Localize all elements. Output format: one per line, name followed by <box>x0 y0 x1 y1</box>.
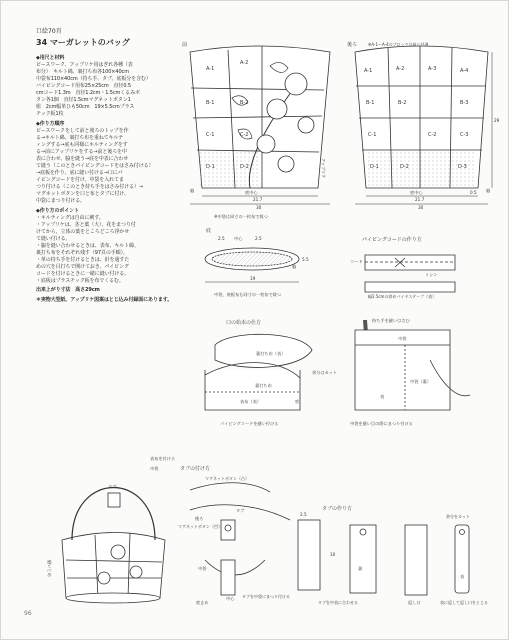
handle-diagram <box>355 320 470 410</box>
bottom-d1: 2.5 <box>218 236 225 241</box>
mouth-lining-2: 裏打ち布 <box>255 383 272 388</box>
steps-line: ピースワークをして前と後ろのトップを作 <box>36 128 129 134</box>
back-cell-c3: C-3 <box>460 132 469 138</box>
tab-make-label: タブの作り方 <box>322 506 353 512</box>
tab-attach-diagram <box>190 483 290 595</box>
materials-line: タン各1個 直径1.5cmマグネットボタン1 <box>36 97 131 103</box>
handle-outer: 表 <box>380 394 385 399</box>
back-w3: 30 <box>418 205 424 210</box>
front-cell-b1: B-1 <box>206 100 215 106</box>
back-panel-diagram <box>355 46 492 204</box>
back-cell-a4: A-4 <box>460 68 469 74</box>
tab-make-back: 裏 <box>358 566 363 571</box>
front-side-label: 脇 <box>190 188 195 193</box>
back-cell-b2: B-2 <box>398 100 407 106</box>
tab-make-cut: 余分をカット <box>446 514 470 519</box>
front-cell-c2: C-2 <box>240 132 249 138</box>
tab-attach-mag2: マグネットボタン（凹） <box>178 524 222 529</box>
pattern-title: マーガレットのバッグ <box>49 38 130 47</box>
back-side-label: 脇 <box>486 188 491 193</box>
photo-reference: 口絵70頁 <box>36 28 62 35</box>
back-cell-c1: C-1 <box>368 132 377 138</box>
points-line: て縫い付ける。 <box>36 236 71 242</box>
back-cell-b3: B-3 <box>460 100 469 106</box>
tab-attach-note: タブを中袋にまつり付ける <box>242 594 290 599</box>
points-line: ・キルティングは自由に刺す。 <box>36 215 104 221</box>
back-height: 29 <box>494 118 500 123</box>
back-cell-d3: D-3 <box>458 164 467 170</box>
handle-caption: 中袋を縫い目の際にまつり付ける <box>350 421 413 426</box>
front-applique-label: アップリケ <box>321 158 326 179</box>
bottom-center: 中心 <box>234 236 243 241</box>
tab-make-measure: 10 <box>330 552 336 557</box>
points-line: ・アップリケは、茎と葉（大）、花をまつり付 <box>36 222 136 228</box>
piping-bias: 幅2.5cmの斜めバイヤステープ（表） <box>368 294 437 299</box>
points-line: コードを付けるときに一緒に縫い付ける。 <box>36 271 130 277</box>
front-width-1: 21.7 <box>253 197 263 202</box>
bottom-d2: 2.5 <box>255 236 262 241</box>
sketch-tab-label: タブ <box>108 484 117 489</box>
handle-note: 持ち手を縫いはさむ <box>372 318 410 323</box>
tab-attach-mag: マグネットボタン（凸） <box>205 476 249 481</box>
steps-line: ィングする→底も同様にキルティングをす <box>36 142 128 148</box>
front-cell-d2: D-2 <box>240 164 249 170</box>
bottom-label: 底 <box>206 228 212 234</box>
sketch-left-note: 縫いとめ <box>47 560 52 577</box>
tab-make-size: 2.5 <box>300 512 307 517</box>
finished-size: 出来上がり寸法 高さ29cm <box>36 287 100 293</box>
pattern-number: 34 <box>36 38 48 47</box>
mouth-lining: 裏打ち布（表） <box>256 351 286 356</box>
tab-attach-center: 中心 <box>226 596 235 601</box>
handle-inner: 中袋 <box>398 336 407 341</box>
points-line: ・脇を縫い合わせるときは、表布、キルト綿、 <box>36 243 139 249</box>
back-cell-c2: C-2 <box>428 132 437 138</box>
points-line: ・革の持ち手を付けるときは、針を通すた <box>36 257 130 263</box>
back-note: ※A-1〜A-4のブロックは前と共通 <box>368 42 429 47</box>
back-w1: 0.5 <box>470 190 477 195</box>
materials-line: 組 2cm幅革ひも50cm 19×5.5cmプラス <box>36 104 135 110</box>
sketch-inner: 中袋 <box>150 466 159 471</box>
bottom-d3: 5.5 <box>302 257 309 262</box>
steps-line: マグネットボタンを口と布とタブに付け、 <box>36 191 129 197</box>
front-cell-a1: A-1 <box>206 66 215 72</box>
front-cell-a2: A-2 <box>240 60 249 66</box>
front-cell-b2: B-2 <box>240 100 249 106</box>
points-line: けてから、立体の葉をところどころ浮かせ <box>36 229 130 235</box>
materials-line: 中袋布110×40cm（持ち手、タブ、底板分を含む） <box>36 76 151 82</box>
materials-line: cmコード1.3m 直径1.2cm・1.5cmくるみボ <box>36 90 140 96</box>
tab-make-outer: 表 <box>460 574 465 579</box>
tab-attach-back: 後ろ <box>195 516 204 521</box>
back-cell-d2: D-2 <box>400 164 409 170</box>
materials-line: ピースワーク、アップリケ用はぎれ各種（表 <box>36 62 133 68</box>
steps-line: る→前にアップリケをする→前と後ろを中 <box>36 149 127 155</box>
tab-make-turn: 返し口 <box>408 600 421 605</box>
mouth-label: 口の始末の仕方 <box>226 320 262 326</box>
points-line: ・底板はプラスチック板を布でくるむ。 <box>36 278 124 284</box>
sketch-right-note: 表布を付ける <box>150 456 176 461</box>
tab-attach-side: 底止め <box>196 600 209 605</box>
back-cell-b1: B-1 <box>366 100 375 106</box>
points-heading: ◆作り方のポイント <box>36 208 79 214</box>
mouth-bottom: 底 <box>295 399 300 404</box>
back-cell-a2: A-2 <box>396 66 405 72</box>
front-note: ※中袋は同寸の一枚布で裁つ <box>214 214 268 219</box>
back-cell-a3: A-3 <box>428 66 437 72</box>
tab-attach-lining: 中袋 <box>198 566 207 571</box>
mouth-outer: 表布（表） <box>240 399 261 404</box>
materials-heading: ◆用尺と材料 <box>36 55 65 61</box>
tab-attach-tab: タブ <box>236 508 245 513</box>
back-cell-d1: D-1 <box>370 164 379 170</box>
materials-line: チック板1枚 <box>36 111 64 117</box>
steps-line: て縫う（このときパイピングコードをはさみ付ける） <box>36 163 154 169</box>
tab-make-diagram <box>298 520 469 595</box>
steps-line: る→キルト綿、裏打ち布を重ねてキルテ <box>36 135 124 141</box>
front-label: 前 <box>182 42 188 48</box>
steps-line: つり付ける（このとき持ち手をはさみ付ける）→ <box>36 184 143 190</box>
piping-label: パイピングコードの作り方 <box>362 237 422 243</box>
front-cell-c1: C-1 <box>206 132 215 138</box>
mouth-cut: 余分はカット <box>312 370 338 375</box>
steps-line: 表に合わせ、脇を縫う→底を中表に合わせ <box>36 156 129 162</box>
back-label: 後ろ <box>347 42 358 48</box>
piping-cord: コード <box>350 259 363 264</box>
steps-line: イピングコードを付け、中袋を入れてま <box>36 177 124 183</box>
back-w2: 21.7 <box>415 197 425 202</box>
front-center-label: 底中心 <box>245 190 258 195</box>
steps-heading: ◆作り方順序 <box>36 121 65 127</box>
piping-diagram <box>365 255 455 292</box>
steps-line: 中袋にまつり付ける。 <box>36 198 86 204</box>
points-line: 裏打ち布をそれぞれ残す（97頁の手順）。 <box>36 250 128 256</box>
back-center-label: 底中心 <box>410 190 423 195</box>
tab-attach-label: タブの付け方 <box>180 466 211 472</box>
bag-sketch <box>62 488 165 604</box>
materials-line: バイピングコード用布25×25cm 直径0.5 <box>36 83 131 89</box>
materials-line: 布分） キルト綿、裏打ち布各100×40cm <box>36 69 129 75</box>
steps-line: →底板を作り、底に縫い付ける→口にパ <box>36 170 123 176</box>
back-cell-a1: A-1 <box>364 68 373 74</box>
bottom-note: 中袋、底板布も同寸の一枚布で裁つ <box>214 292 282 297</box>
points-line: めの穴を目打ちで開けておき、パイピング <box>36 264 129 270</box>
tab-make-step: タブを中表に合わせる <box>318 600 358 605</box>
front-width-2: 30 <box>256 205 262 210</box>
bottom-length: 19 <box>250 276 256 281</box>
front-cell-d1: D-1 <box>206 164 215 170</box>
mouth-caption: パイピングコードを縫い付ける <box>220 421 279 426</box>
tab-make-caption: 表に返して返し口をとじる <box>440 600 488 605</box>
bottom-side: 脇 <box>292 264 297 269</box>
page-number: 96 <box>24 610 32 617</box>
pattern-note: ＊実物大型紙、アップリケ図案はとじ込み付録面にあります。 <box>36 297 173 303</box>
handle-inner-back: 中袋（裏） <box>410 379 431 384</box>
piping-stitch: ミシン <box>425 272 438 277</box>
